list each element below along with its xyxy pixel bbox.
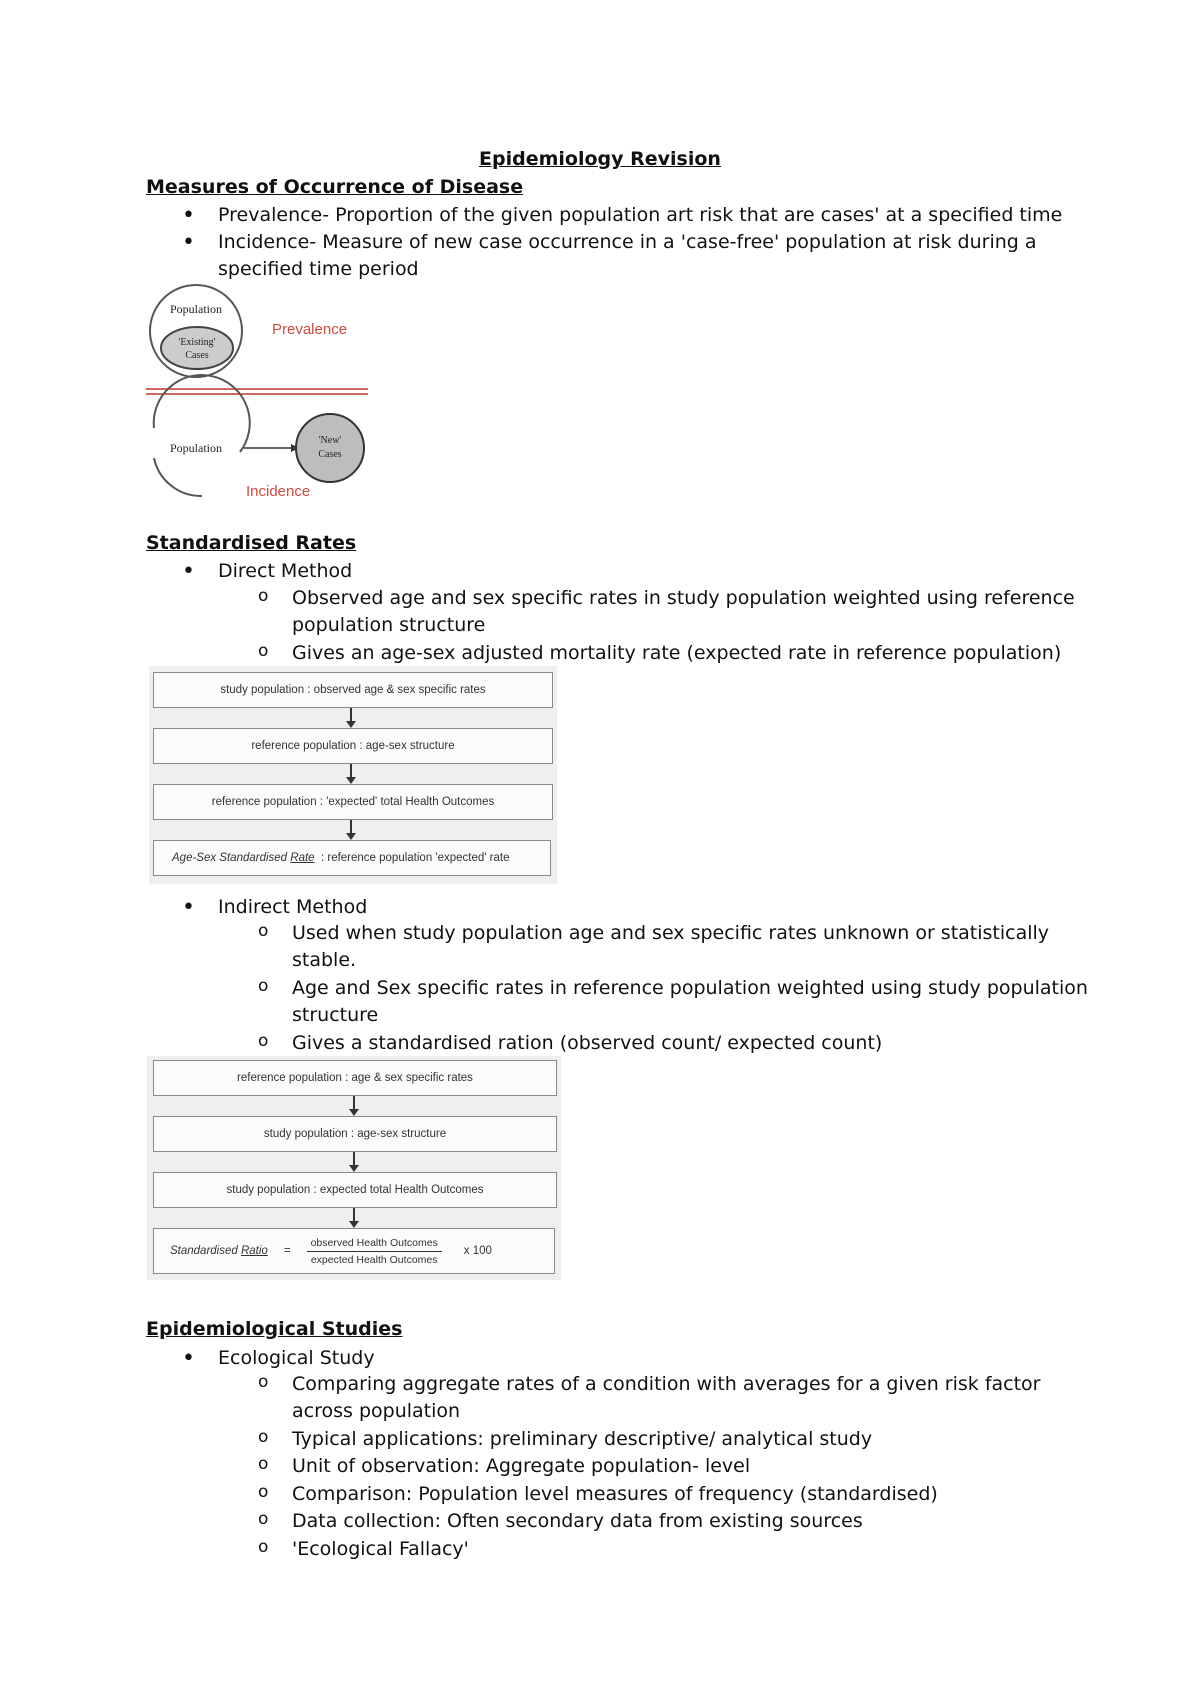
- direct-box-4-rate: Rate: [290, 852, 315, 864]
- direct-method-flowchart: [149, 666, 557, 884]
- ratio-label: Standardised: [170, 1245, 238, 1257]
- ecological-point-3: o Unit of observation: Aggregate population- level: [292, 1453, 1092, 1480]
- bullet-prevalence: • Prevalence- Proportion of the given population art risk that are cases' at a specified time: [218, 202, 1088, 229]
- indirect-box-1-text: reference population : age & sex specific rates: [237, 1072, 473, 1084]
- new-cases-label-2: Cases: [318, 449, 342, 460]
- indirect-arrow-1: [353, 1096, 355, 1110]
- ratio-times: x 100: [463, 1245, 492, 1257]
- heading-occurrence: Measures of Occurrence of Disease: [146, 176, 524, 198]
- document-title: Epidemiology Revision: [479, 148, 721, 170]
- indirect-box-1: [153, 1060, 557, 1096]
- incidence-label: Incidence: [246, 483, 311, 500]
- direct-box-2-text: reference population : age-sex structure: [251, 740, 455, 752]
- indirect-point-2: o Age and Sex specific rates in reference population weighted using study population structure: [292, 975, 1092, 1029]
- indirect-arrow-3: [353, 1208, 355, 1222]
- indirect-box-4: [153, 1228, 555, 1274]
- new-cases-circle: [296, 414, 364, 482]
- direct-arrow-2: [350, 764, 352, 778]
- population-label-bottom: Population: [169, 441, 223, 455]
- direct-arrow-3: [350, 820, 352, 834]
- prevalence-label: Prevalence: [272, 321, 348, 338]
- bullet-direct-method: • Direct Method: [218, 558, 1088, 585]
- direct-arrow-1: [350, 708, 352, 722]
- indirect-method-flowchart: [147, 1056, 561, 1280]
- ratio-word: Ratio: [240, 1245, 268, 1257]
- ecological-point-1: o Comparing aggregate rates of a condition with averages for a given risk factor across population: [292, 1371, 1092, 1425]
- direct-box-2: [153, 728, 553, 764]
- direct-point-2: o Gives an age-sex adjusted mortality rate (expected rate in reference population): [292, 640, 1092, 667]
- population-label-top: Population: [169, 302, 223, 316]
- new-cases-label-1: 'New': [318, 435, 342, 446]
- ecological-point-2: o Typical applications: preliminary descriptive/ analytical study: [292, 1426, 1092, 1453]
- indirect-box-3-text: study population : expected total Health Outcomes: [226, 1184, 484, 1196]
- direct-box-1-text: study population : observed age & sex specific rates: [220, 684, 486, 696]
- ecological-point-6: o 'Ecological Fallacy': [292, 1536, 1092, 1563]
- direct-box-4: [153, 840, 551, 876]
- bullet-indirect-method: • Indirect Method: [218, 894, 1088, 921]
- ecological-point-5: o Data collection: Often secondary data from existing sources: [292, 1508, 1092, 1535]
- direct-point-1: o Observed age and sex specific rates in study population weighted using reference population structure: [292, 585, 1092, 639]
- indirect-box-2: [153, 1116, 557, 1152]
- bullet-ecological-study: • Ecological Study: [218, 1345, 1088, 1372]
- heading-standardised: Standardised Rates: [146, 532, 357, 554]
- heading-studies: Epidemiological Studies: [146, 1318, 403, 1340]
- direct-box-4-label: Age-Sex Standardised: [172, 852, 288, 864]
- prevalence-incidence-diagram: [146, 278, 376, 500]
- population-circle-bottom-arc: [154, 458, 202, 496]
- ratio-equals: =: [283, 1245, 291, 1257]
- indirect-arrow-2: [353, 1152, 355, 1166]
- direct-box-1: [153, 672, 553, 708]
- ratio-denominator: expected Health Outcomes: [310, 1253, 438, 1266]
- direct-box-4-rest: : reference population 'expected' rate: [320, 852, 510, 864]
- existing-cases-label-2: Cases: [185, 350, 209, 361]
- bullet-incidence: • Incidence- Measure of new case occurrence in a 'case-free' population at risk during a specified time period: [218, 229, 1088, 283]
- existing-cases-ellipse: [161, 327, 233, 369]
- indirect-point-3: o Gives a standardised ration (observed count/ expected count): [292, 1030, 1092, 1057]
- ratio-numerator: observed Health Outcomes: [307, 1237, 442, 1252]
- indirect-box-3: [153, 1172, 557, 1208]
- indirect-box-2-text: study population : age-sex structure: [263, 1128, 447, 1140]
- direct-box-3: [153, 784, 553, 820]
- ecological-point-4: o Comparison: Population level measures of frequency (standardised): [292, 1481, 1092, 1508]
- direct-box-3-text: reference population : 'expected' total Health Outcomes: [211, 796, 495, 808]
- existing-cases-label-1: 'Existing': [178, 337, 216, 348]
- ratio-fraction: [307, 1237, 442, 1266]
- indirect-point-1: o Used when study population age and sex specific rates unknown or statistically stable.: [292, 920, 1092, 974]
